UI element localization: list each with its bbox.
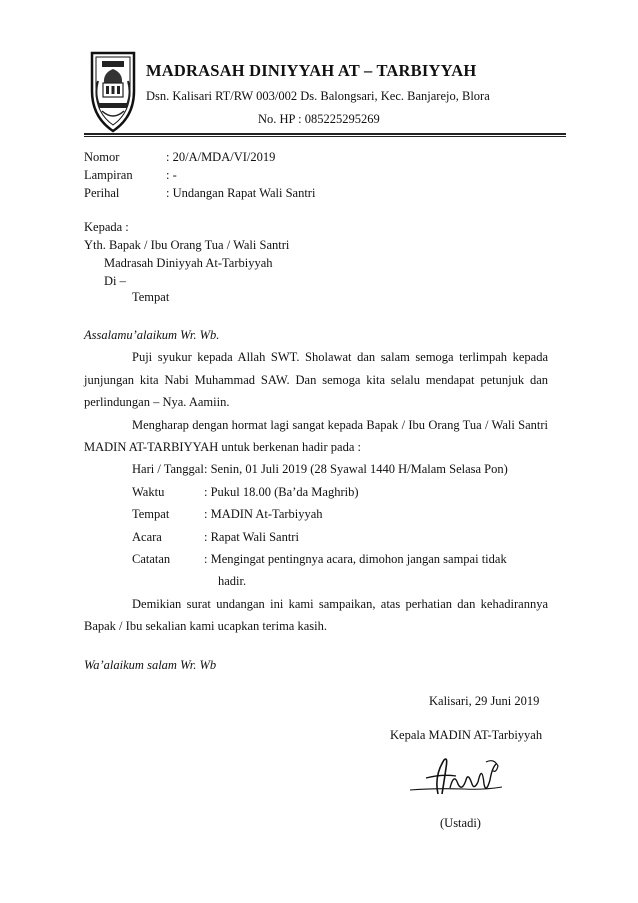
closing-greeting: Wa’alaikum salam Wr. Wb xyxy=(84,658,217,672)
detail-value: : Senin, 01 Juli 2019 (28 Syawal 1440 H/Malam Selasa Pon) xyxy=(204,462,508,476)
paragraph-line: Bapak / Ibu sekalian kami ucapkan terima kasih. xyxy=(84,619,327,633)
detail-value: : MADIN At-Tarbiyyah xyxy=(204,507,323,521)
handwritten-signature xyxy=(404,754,514,800)
header-rule-thin xyxy=(84,136,566,137)
letterhead-phone: No. HP : 085225295269 xyxy=(258,112,380,126)
detail-label: Acara xyxy=(132,530,162,544)
paragraph-line: perlindungan – Nya. Aamiin. xyxy=(84,395,230,409)
recipient-line: Yth. Bapak / Ibu Orang Tua / Wali Santri xyxy=(84,238,290,252)
detail-value: : Pukul 18.00 (Ba’da Maghrib) xyxy=(204,485,359,499)
kepada-label: Kepada : xyxy=(84,220,129,234)
signatory-position: Kepala MADIN AT-Tarbiyyah xyxy=(390,728,543,742)
detail-value-continued: hadir. xyxy=(218,574,247,588)
header-rule-thick xyxy=(84,133,566,135)
signatory-name: (Ustadi) xyxy=(440,816,481,830)
paragraph-line: Demikian surat undangan ini kami sampaikan, atas perhatian dan kehadirannya xyxy=(132,597,548,611)
letterhead-address: Dsn. Kalisari RT/RW 003/002 Ds. Balongsari, Kec. Banjarejo, Blora xyxy=(146,89,490,103)
paragraph-line: MADIN AT-TARBIYYAH untuk berkenan hadir pada : xyxy=(84,440,361,454)
detail-label: Waktu xyxy=(132,485,165,499)
letterhead-title: MADRASAH DINIYYAH AT – TARBIYYAH xyxy=(146,61,477,80)
paragraph-line: Puji syukur kepada Allah SWT. Sholawat dan salam semoga terlimpah kepada xyxy=(132,350,548,364)
paragraph-line: Mengharap dengan hormat lagi sangat kepada Bapak / Ibu Orang Tua / Wali Santri xyxy=(132,418,548,432)
detail-value: : Mengingat pentingnya acara, dimohon jangan sampai tidak xyxy=(204,552,507,566)
madrasah-logo xyxy=(88,51,138,133)
detail-value: : Rapat Wali Santri xyxy=(204,530,299,544)
detail-label: Catatan xyxy=(132,552,171,566)
lampiran-value: : - xyxy=(166,168,177,182)
nomor-label: Nomor xyxy=(84,150,120,164)
perihal-label: Perihal xyxy=(84,186,120,200)
perihal-value: : Undangan Rapat Wali Santri xyxy=(166,186,316,200)
recipient-line: Madrasah Diniyyah At-Tarbiyyah xyxy=(104,256,273,270)
paragraph-line: junjungan kita Nabi Muhammad SAW. Dan semoga kita selalu mendapat petunjuk dan xyxy=(84,373,548,387)
lampiran-label: Lampiran xyxy=(84,168,133,182)
opening-greeting: Assalamu’alaikum Wr. Wb. xyxy=(84,328,220,342)
detail-label: Tempat xyxy=(132,507,170,521)
nomor-value: : 20/A/MDA/VI/2019 xyxy=(166,150,276,164)
place-date: Kalisari, 29 Juni 2019 xyxy=(429,694,540,708)
recipient-line: Di – xyxy=(104,274,126,288)
recipient-line: Tempat xyxy=(132,290,170,304)
detail-label: Hari / Tanggal xyxy=(132,462,204,476)
